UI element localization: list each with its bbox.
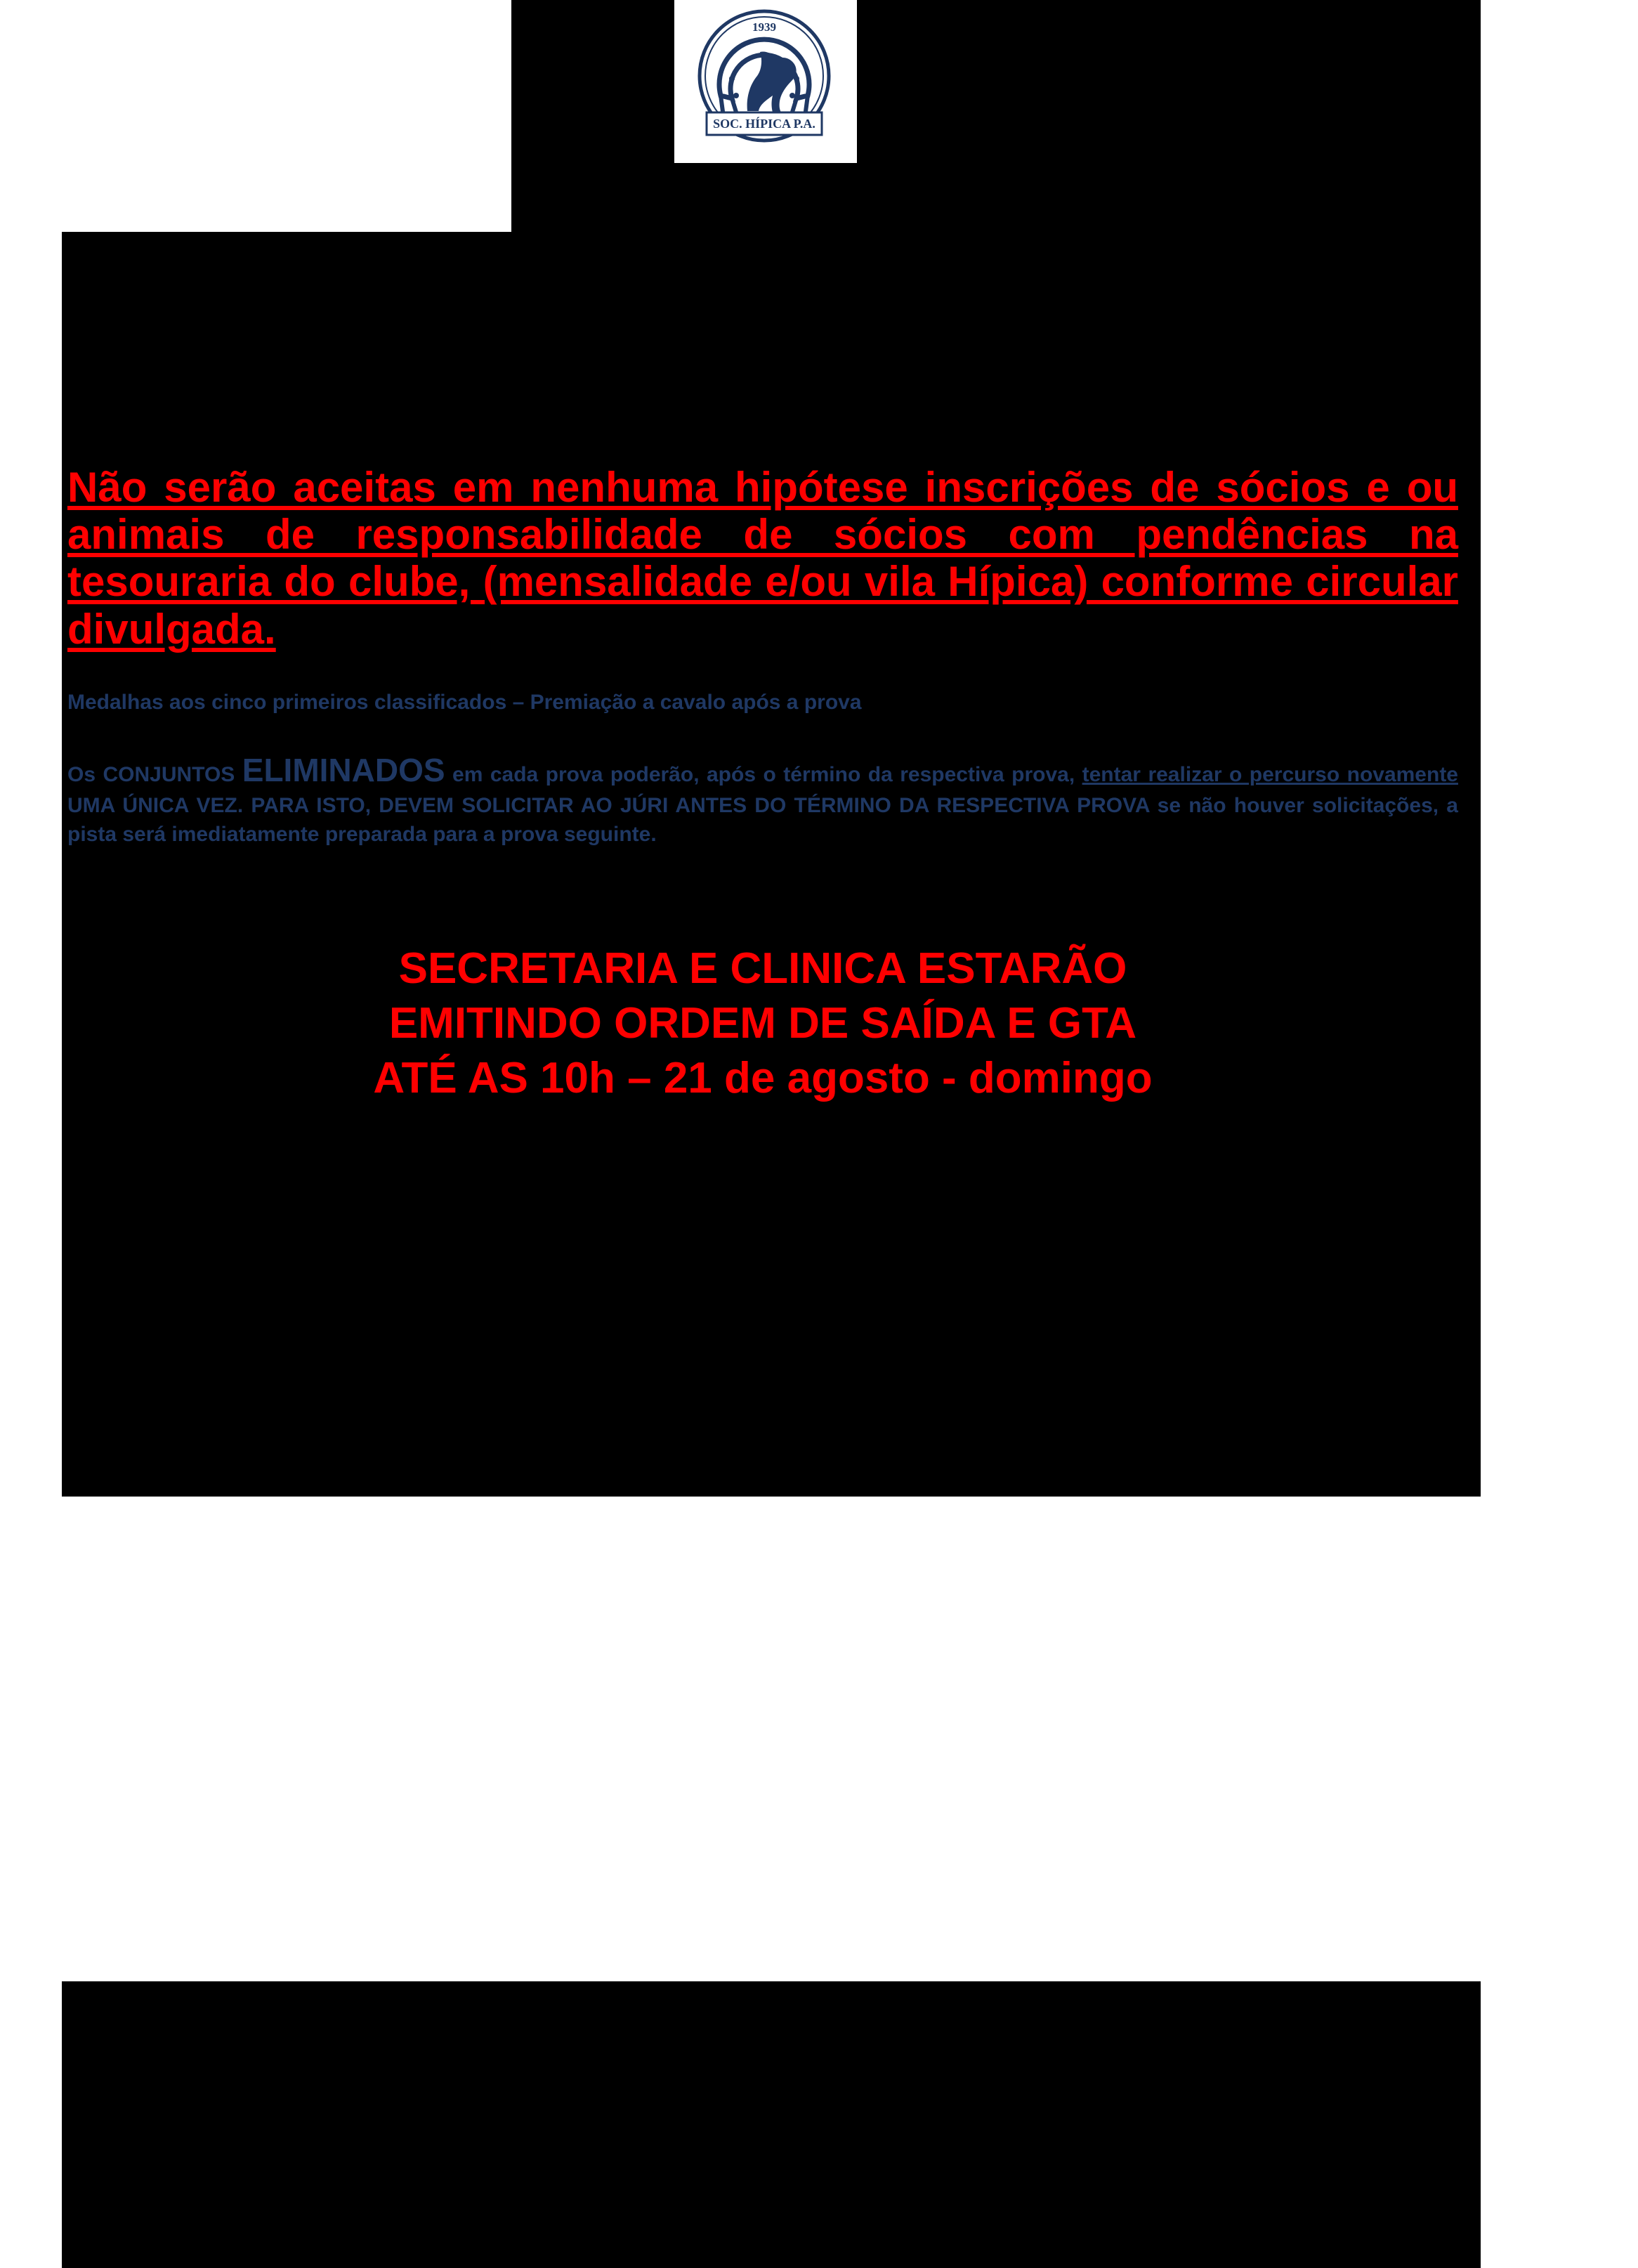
eliminated-part1: Os CONJUNTOS [67, 763, 242, 786]
eliminated-part2: em cada prova poderão, após o término da respectiva prova, [445, 763, 1082, 786]
closing-line-1: SECRETARIA E CLINICA ESTARÃO [398, 944, 1127, 993]
eliminated-highlight: ELIMINADOS [242, 752, 445, 788]
club-logo [680, 6, 849, 157]
medals-paragraph: Medalhas aos cinco primeiros classificados – Premiação a cavalo após a prova [67, 691, 862, 714]
eliminated-part3: UMA ÚNICA VEZ. PARA ISTO, DEVEM SOLICITAR AO JÚRI ANTES DO TÉRMINO DA RESPECTIVA PROVA se não houver solicitações, a pista será imediatamente preparada para a prova seguinte. [67, 794, 1458, 846]
eliminated-paragraph [67, 748, 1458, 849]
logo-name: SOC. HÍPICA P.A. [713, 117, 815, 131]
logo-year: 1939 [752, 20, 776, 34]
eliminated-underlined: tentar realizar o percurso novamente [1082, 763, 1458, 786]
top-black-band [511, 0, 1481, 246]
bottom-black-band [62, 1981, 1481, 2268]
closing-line-3: ATÉ AS 10h – 21 de agosto - domingo [373, 1054, 1153, 1103]
notice-panel [62, 232, 1481, 1497]
warning-paragraph: Não serão aceitas em nenhuma hipótese inscrições de sócios e ou animais de responsabilidade de sócios com pendências na tesouraria do clube, (mensalidade e/ou vila Hípica) conforme circular divulgada. [67, 464, 1458, 653]
closing-block [67, 941, 1458, 1106]
closing-line-2: EMITINDO ORDEM DE SAÍDA E GTA [388, 999, 1137, 1048]
